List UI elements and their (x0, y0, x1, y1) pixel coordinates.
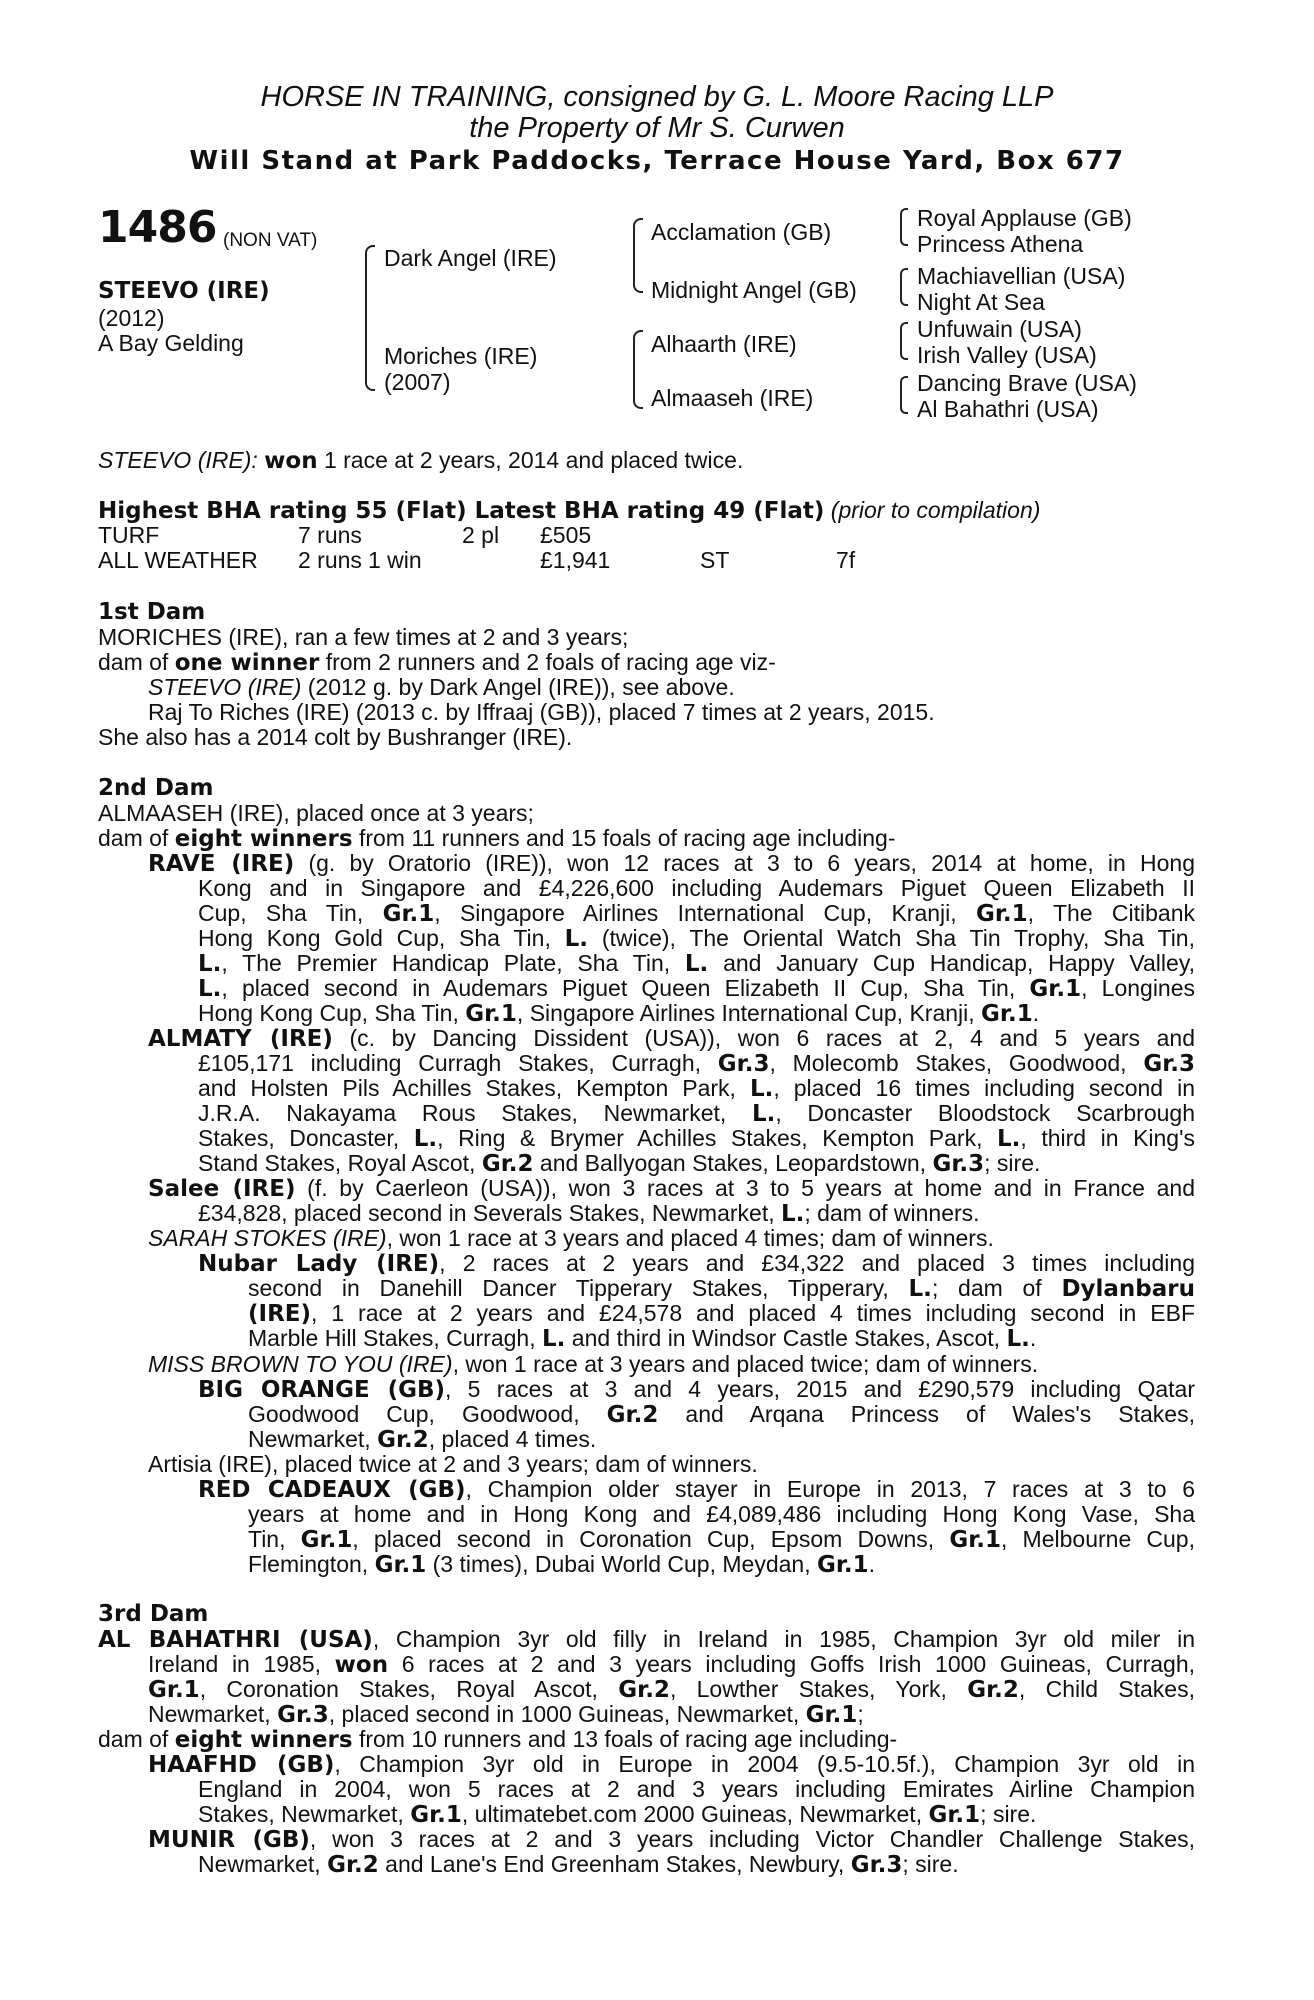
entry-sarah-stokes: SARAH STOKES (IRE), won 1 race at 3 years and placed 4 times; dam of winners. (148, 1225, 994, 1251)
entry-rave-line: Hong Kong Cup, Sha Tin, Gr.1, Singapore Airlines International Cup, Kranji, Gr.1. (198, 1000, 1040, 1027)
entry-almaty-line: and Holsten Pils Achilles Stakes, Kempton Park, L., placed 16 times including second in (198, 1075, 1195, 1102)
first-dam-produce: dam of one winner from 2 runners and 2 foals of racing age viz- (98, 649, 776, 676)
entry-red-cadeaux-line: Tin, Gr.1, placed second in Coronation Cup, Epsom Downs, Gr.1, Melbourne Cup, (248, 1526, 1195, 1553)
first-dam-foal-2: Raj To Riches (IRE) (2013 c. by Iffraaj (GB)), placed 7 times at 2 years, 2015. (148, 699, 935, 725)
first-dam-foal-3: She also has a 2014 colt by Bushranger (IRE). (98, 724, 573, 750)
bracket-gen1 (365, 245, 375, 391)
entry-red-cadeaux-line: years at home and in Hong Kong and £4,089,486 including Hong Kong Vase, Sha (248, 1501, 1195, 1527)
dam: Moriches (IRE) (384, 343, 538, 369)
location-line: Will Stand at Park Paddocks, Terrace House Yard, Box 677 (189, 146, 1125, 176)
third-dam-produce: dam of eight winners from 10 runners and 13 foals of racing age including- (98, 1726, 898, 1753)
entry-haafhd-line: Stakes, Newmarket, Gr.1, ultimatebet.com 2000 Guineas, Newmarket, Gr.1; sire. (198, 1801, 1037, 1828)
dam-dam: Almaaseh (IRE) (651, 385, 814, 411)
entry-haafhd-line: HAAFHD (GB), Champion 3yr old in Europe in 2004 (9.5-10.5f.), Champion 3yr old in (148, 1751, 1195, 1778)
entry-al-bahathri-line: AL BAHATHRI (USA), Champion 3yr old filly in Ireland in 1985, Champion 3yr old miler in (98, 1626, 1195, 1653)
second-dam-produce: dam of eight winners from 11 runners and 15 foals of racing age including- (98, 825, 896, 852)
record-surface: ALL WEATHER (98, 547, 258, 573)
sds: Machiavellian (USA) (917, 263, 1126, 289)
bracket-sire (633, 218, 643, 293)
record-runs: 2 runs (298, 547, 362, 573)
bracket-ss (900, 208, 908, 246)
record-distance: 7f (836, 547, 856, 573)
consignor-line: HORSE IN TRAINING, consigned by G. L. Moore Racing LLP (260, 81, 1054, 113)
bracket-ds (900, 322, 908, 360)
entry-rave-line: Kong and in Singapore and £4,226,600 including Audemars Piguet Queen Elizabeth II (198, 875, 1195, 901)
first-dam-line: MORICHES (IRE), ran a few times at 2 and 3 years; (98, 624, 629, 650)
record-wins: 1 win (368, 547, 422, 573)
entry-nubar-lady-line: Nubar Lady (IRE), 2 races at 2 years and £34,322 and placed 3 times including (198, 1250, 1195, 1277)
third-dam-title: 3rd Dam (98, 1601, 209, 1627)
entry-al-bahathri-line: Newmarket, Gr.3, placed second in 1000 Guineas, Newmarket, Gr.1; (148, 1701, 864, 1728)
record-placed: 2 pl (462, 522, 500, 548)
entry-al-bahathri-line: Ireland in 1985, won 6 races at 2 and 3 years including Goffs Irish 1000 Guineas, Curragh, (148, 1651, 1196, 1678)
record-surface: TURF (98, 522, 160, 548)
sire-sire: Acclamation (GB) (651, 219, 832, 245)
entry-rave-line: L., placed second in Audemars Piguet Queen Elizabeth II Cup, Sha Tin, Gr.1, Longines (198, 975, 1196, 1002)
entry-big-orange-line: Newmarket, Gr.2, placed 4 times. (248, 1426, 597, 1453)
entry-almaty-line: Stand Stakes, Royal Ascot, Gr.2 and Ballyogan Stakes, Leopardstown, Gr.3; sire. (198, 1150, 1041, 1177)
property-line: the Property of Mr S. Curwen (469, 112, 845, 144)
entry-artisia: Artisia (IRE), placed twice at 2 and 3 years; dam of winners. (148, 1451, 758, 1477)
entry-rave-line: Hong Kong Gold Cup, Sha Tin, L. (twice), The Oriental Watch Sha Tin Trophy, Sha Tin, (198, 925, 1195, 952)
ddd: Al Bahathri (USA) (917, 396, 1099, 422)
entry-almaty-line: J.R.A. Nakayama Rous Stakes, Newmarket, L., Doncaster Bloodstock Scarbrough (198, 1100, 1195, 1127)
ssd: Princess Athena (917, 231, 1084, 257)
entry-salee-line: £34,828, placed second in Severals Stakes, Newmarket, L.; dam of winners. (198, 1200, 980, 1227)
first-dam-title: 1st Dam (98, 599, 206, 625)
entry-almaty-line: ALMATY (IRE) (c. by Dancing Dissident (USA)), won 6 races at 2, 4 and 5 years and (148, 1025, 1195, 1052)
bracket-sd (900, 268, 908, 306)
lot-number: 1486 (98, 202, 217, 253)
entry-red-cadeaux-line: RED CADEAUX (GB), Champion older stayer in Europe in 2013, 7 races at 3 to 6 (198, 1476, 1195, 1503)
bracket-dd (900, 376, 908, 414)
dss: Unfuwain (USA) (917, 316, 1082, 342)
entry-munir-line: Newmarket, Gr.2 and Lane's End Greenham Stakes, Newbury, Gr.3; sire. (198, 1851, 959, 1878)
sire-dam: Midnight Angel (GB) (651, 277, 857, 303)
entry-almaty-line: £105,171 including Curragh Stakes, Curragh, Gr.3, Molecomb Stakes, Goodwood, Gr.3 (198, 1050, 1196, 1077)
dsd: Irish Valley (USA) (917, 342, 1097, 368)
entry-nubar-lady-line: second in Danehill Dancer Tipperary Stakes, Tipperary, L.; dam of Dylanbaru (248, 1275, 1196, 1302)
record-runs: 7 runs (298, 522, 362, 548)
sss: Royal Applause (GB) (917, 205, 1132, 231)
bracket-dam (633, 330, 643, 409)
entry-rave-line: L., The Premier Handicap Plate, Sha Tin, L. and January Cup Handicap, Happy Valley, (198, 950, 1195, 977)
horse-name: STEEVO (IRE) (98, 278, 270, 304)
sire: Dark Angel (IRE) (384, 245, 557, 271)
entry-munir-line: MUNIR (GB), won 3 races at 2 and 3 years including Victor Chandler Challenge Stakes, (148, 1826, 1195, 1853)
bha-rating: Highest BHA rating 55 (Flat) Latest BHA rating 49 (Flat) (prior to compilation) (98, 497, 1041, 524)
entry-almaty-line: Stakes, Doncaster, L., Ring & Brymer Achilles Stakes, Kempton Park, L., third in King's (198, 1125, 1195, 1152)
dam-sire: Alhaarth (IRE) (651, 331, 797, 357)
horse-description: A Bay Gelding (98, 330, 244, 356)
entry-haafhd-line: England in 2004, won 5 races at 2 and 3 years including Emirates Airline Champion (198, 1776, 1195, 1802)
entry-rave-line: Cup, Sha Tin, Gr.1, Singapore Airlines International Cup, Kranji, Gr.1, The Citibank (198, 900, 1196, 927)
entry-rave-line: RAVE (IRE) (g. by Oratorio (IRE)), won 12 races at 3 to 6 years, 2014 at home, in Hong (148, 850, 1195, 877)
horse-year: (2012) (98, 305, 165, 331)
entry-big-orange-line: Goodwood Cup, Goodwood, Gr.2 and Arqana Princess of Wales's Stakes, (248, 1401, 1195, 1428)
record-dist_type: ST (700, 547, 730, 573)
dam-year: (2007) (384, 369, 451, 395)
dds: Dancing Brave (USA) (917, 370, 1137, 396)
record-prize: £505 (540, 522, 592, 548)
record-prize: £1,941 (540, 547, 611, 573)
entry-big-orange-line: BIG ORANGE (GB), 5 races at 3 and 4 years, 2015 and £290,579 including Qatar (198, 1376, 1195, 1403)
vat-status: (NON VAT) (223, 230, 318, 251)
second-dam-line: ALMAASEH (IRE), placed once at 3 years; (98, 800, 534, 826)
second-dam-title: 2nd Dam (98, 775, 214, 801)
entry-miss-brown: MISS BROWN TO YOU (IRE), won 1 race at 3 years and placed twice; dam of winners. (148, 1351, 1039, 1377)
entry-red-cadeaux-line: Flemington, Gr.1 (3 times), Dubai World Cup, Meydan, Gr.1. (248, 1551, 876, 1578)
sdd: Night At Sea (917, 289, 1045, 315)
entry-nubar-lady-line: Marble Hill Stakes, Curragh, L. and third in Windsor Castle Stakes, Ascot, L.. (248, 1325, 1037, 1352)
first-dam-foal-1: STEEVO (IRE) (2012 g. by Dark Angel (IRE)), see above. (148, 674, 735, 700)
entry-nubar-lady-line: (IRE), 1 race at 2 years and £24,578 and placed 4 times including second in EBF (248, 1300, 1195, 1327)
entry-salee-line: Salee (IRE) (f. by Caerleon (USA)), won 3 races at 3 to 5 years at home and in France and (148, 1175, 1195, 1202)
entry-al-bahathri-line: Gr.1, Coronation Stakes, Royal Ascot, Gr.2, Lowther Stakes, York, Gr.2, Child Stakes, (148, 1676, 1195, 1703)
race-summary: STEEVO (IRE): won 1 race at 2 years, 2014 and placed twice. (98, 447, 744, 474)
